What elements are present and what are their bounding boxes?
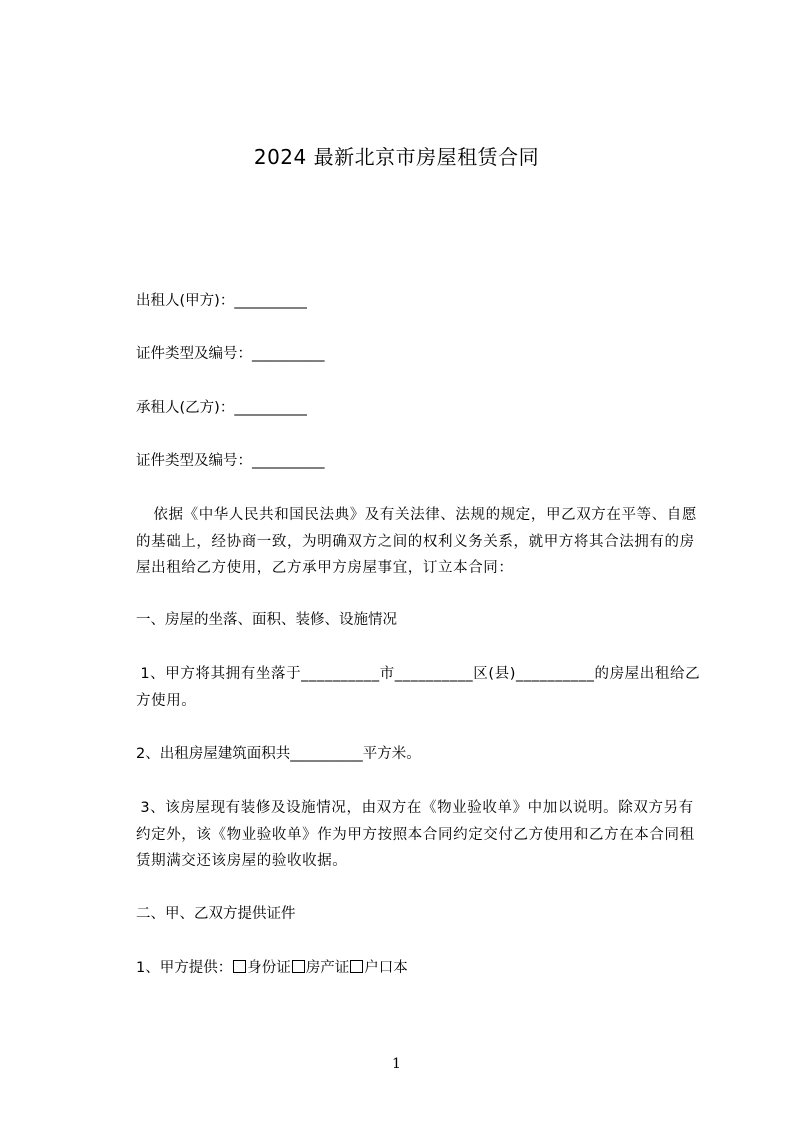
option-id-card: 身份证 — [247, 960, 291, 976]
section1-item2: 2、出租房屋建筑面积共__________平方米。 — [136, 746, 421, 762]
checkbox-icon[interactable] — [350, 960, 363, 973]
page-title: 2024 最新北京市房屋租赁合同 — [253, 145, 540, 169]
section2-item1-prefix: 1、甲方提供： — [136, 960, 233, 976]
section2-heading: 二、甲、乙双方提供证件 — [136, 906, 296, 922]
section2-item1 — [136, 958, 408, 978]
section1-item1: 1、甲方将其拥有坐落于__________市__________区(县)__________的房屋出租给乙方使用。 — [136, 666, 701, 709]
lessor-field: 出租人(甲方)：__________ — [136, 293, 307, 309]
page-number: 1 — [392, 1056, 401, 1072]
option-property-cert: 房产证 — [305, 960, 350, 976]
lessor-id-field: 证件类型及编号：__________ — [136, 346, 325, 362]
section1-heading: 一、房屋的坐落、面积、装修、设施情况 — [136, 612, 397, 628]
checkbox-icon[interactable] — [233, 960, 246, 973]
checkbox-icon[interactable] — [292, 960, 305, 973]
section1-item3: 3、该房屋现有装修及设施情况，由双方在《物业验收单》中加以说明。除双方另有约定外，该《物业验收单》作为甲方按照本合同约定交付乙方使用和乙方在本合同租赁期满交还该房屋的验收收据。 — [136, 800, 695, 869]
lessee-field: 承租人(乙方)：__________ — [136, 400, 307, 416]
option-household-register: 户口本 — [364, 960, 408, 976]
lessee-id-field: 证件类型及编号：__________ — [136, 453, 325, 469]
intro-paragraph: 依据《中华人民共和国民法典》及有关法律、法规的规定，甲乙双方在平等、自愿的基础上，经协商一致，为明确双方之间的权利义务关系，就甲方将其合法拥有的房屋出租给乙方使用，乙方承甲方房屋事宜，订立本合同： — [136, 507, 697, 576]
